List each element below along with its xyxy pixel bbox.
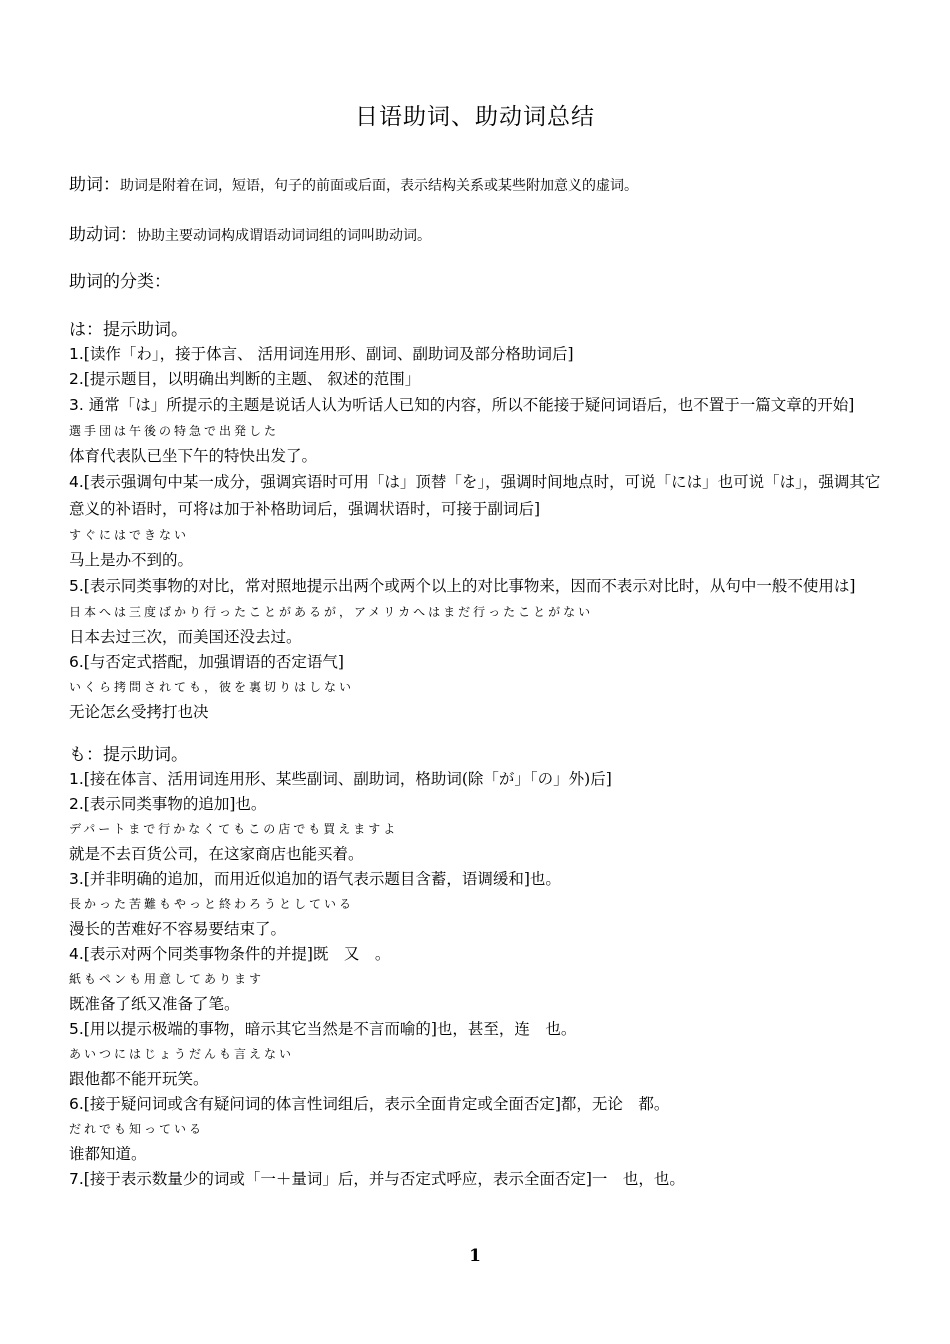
item-number: 6.	[69, 653, 84, 671]
item-number: 1.	[69, 345, 84, 363]
example-japanese: いくら拷問されても，彼を裏切りはしない	[69, 680, 355, 694]
item-text: [用以提示极端的事物，暗示其它当然是不言而喻的]也，甚至，连 也。	[83, 1020, 577, 1038]
example-translation: 日本去过三次，而美国还没去过。	[69, 628, 302, 646]
item-text: [读作「わ」，接于体言、 活用词连用形、副词、副助词及部分格助词后]	[83, 345, 574, 363]
item-number: 3.	[69, 870, 84, 888]
example-japanese: 紙もペンも用意してあります	[69, 972, 265, 986]
particle-label: 助词：	[69, 175, 120, 195]
example-translation: 马上是办不到的。	[69, 551, 194, 569]
item-text: [表示同类事物的追加]也。	[83, 795, 267, 813]
item-text: [表示对两个同类事物条件的并提]既 又 。	[83, 945, 391, 963]
list-item	[69, 469, 885, 523]
section-heading: も：提示助词。	[69, 745, 188, 765]
example-translation: 既准备了纸又准备了笔。	[69, 995, 240, 1013]
item-number: 1.	[69, 770, 84, 788]
item-number: 5.	[69, 1020, 84, 1038]
list-item	[69, 792, 885, 817]
item-text: [接于疑问词或含有疑问词的体言性词组后，表示全面肯定或全面否定]都，无论 都。	[83, 1095, 670, 1113]
list-item	[69, 650, 885, 675]
item-number: 6.	[69, 1095, 84, 1113]
item-text: [并非明确的追加，而用近似追加的语气表示题目含蓄，语调缓和]也。	[83, 870, 561, 888]
sections-body	[69, 318, 885, 1192]
section-heading: は：提示助词。	[69, 320, 188, 340]
page-title: 日语助词、助动词总结	[355, 104, 595, 130]
auxiliary-text: 协助主要动词构成谓语动词词组的词叫助动词。	[137, 228, 431, 244]
example-japanese: あいつにはじょうだんも言えない	[69, 1047, 295, 1061]
example-japanese: 選手団は午後の特急で出発した	[69, 424, 280, 438]
auxiliary-definition	[69, 220, 431, 245]
example-translation: 体育代表队已坐下午的特快出发了。	[69, 447, 318, 465]
item-number: 3.	[69, 396, 84, 414]
item-text: [接于表示数量少的词或「一＋量词」后，并与否定式呼应，表示全面否定]一 也，也。	[83, 1170, 685, 1188]
list-item	[69, 573, 885, 600]
list-item	[69, 367, 885, 392]
example-japanese: デパートまで行かなくてもこの店でも買えますよ	[69, 822, 399, 836]
page-number: 1	[469, 1246, 481, 1266]
example-japanese: 日本へは三度ばかり行ったことがあるが，アメリカへはまだ行ったことがない	[69, 605, 594, 619]
list-item	[69, 867, 885, 892]
item-text: [接在体言、活用词连用形、某些副词、副助词，格助词(除「が」「の」外)后]	[83, 770, 612, 788]
particle-definition	[69, 170, 638, 195]
item-number: 7.	[69, 1170, 84, 1188]
item-number: 2.	[69, 370, 84, 388]
classification-heading: 助词的分类：	[69, 272, 171, 292]
item-text: [提示题目，以明确出判断的主题、 叙述的范围」	[83, 370, 421, 388]
list-item	[69, 767, 885, 792]
item-number: 2.	[69, 795, 84, 813]
example-translation: 就是不去百货公司，在这家商店也能买着。	[69, 845, 364, 863]
example-translation: 谁都知道。	[69, 1145, 147, 1163]
list-item	[69, 1017, 885, 1042]
list-item	[69, 942, 885, 967]
item-text: [表示强调句中某一成分，强调宾语时可用「は」顶替「を」，强调时间地点时，可说「には」也可说「は」，强调其它意义的补语时，可将は加于补格助词后，强调状语时，可接于副词后]	[69, 473, 881, 518]
example-japanese: すぐにはできない	[69, 528, 190, 542]
list-item	[69, 1167, 885, 1192]
item-text: [表示同类事物的对比，常对照地提示出两个或两个以上的对比事物来，因而不表示对比时，从句中一般不使用は]	[83, 577, 856, 595]
item-number: 4.	[69, 945, 84, 963]
example-translation: 无论怎幺受拷打也决	[69, 703, 209, 721]
example-translation: 漫长的苦难好不容易要结束了。	[69, 920, 287, 938]
example-japanese: 長かった苦難もやっと終わろうとしている	[69, 897, 355, 911]
list-item	[69, 342, 885, 367]
auxiliary-label: 助动词：	[69, 225, 137, 245]
item-text: [与否定式搭配，加强谓语的否定语气]	[83, 653, 344, 671]
list-item	[69, 392, 885, 419]
example-translation: 跟他都不能开玩笑。	[69, 1070, 209, 1088]
particle-text: 助词是附着在词，短语，句子的前面或后面，表示结构关系或某些附加意义的虚词。	[120, 178, 638, 194]
item-number: 4.	[69, 473, 84, 491]
example-japanese: だれでも知っている	[69, 1122, 205, 1136]
list-item	[69, 1092, 885, 1117]
item-number: 5.	[69, 577, 84, 595]
item-text: 通常「は」所提示的主题是说话人认为听话人已知的内容，所以不能接于疑问词语后，也不置于一篇文章的开始]	[83, 396, 855, 414]
